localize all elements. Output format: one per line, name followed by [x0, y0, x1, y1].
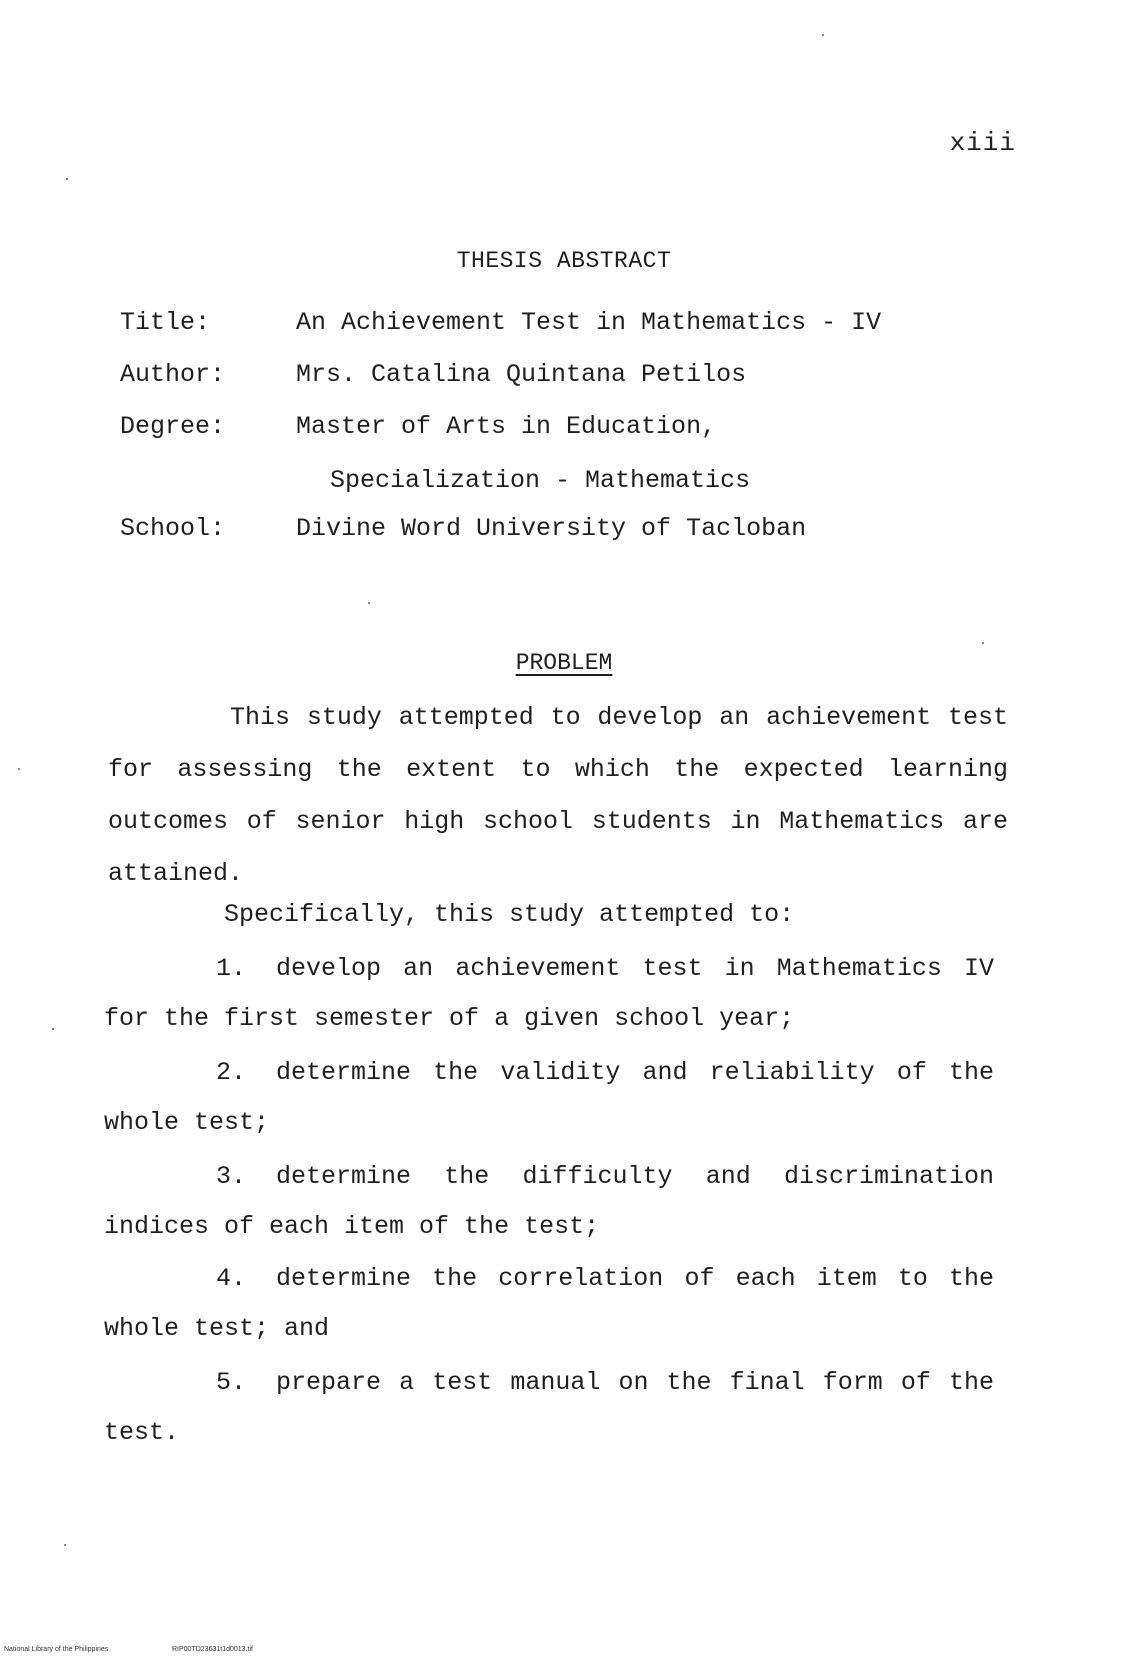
title-value: An Achievement Test in Mathematics - IV — [296, 308, 882, 337]
footer-library-credit: National Library of the Philippines — [4, 1646, 109, 1653]
scan-speck — [982, 642, 984, 644]
school-value: Divine Word University of Tacloban — [296, 514, 807, 543]
problem-intro: Specifically, this study attempted to: — [224, 900, 795, 929]
list-item — [104, 1048, 994, 1148]
list-item-text: prepare a test manual on the final form of the test. — [104, 1368, 994, 1447]
list-item-number: 1. — [216, 954, 247, 983]
problem-title: PROBLEM — [515, 650, 613, 676]
scan-speck — [368, 602, 370, 604]
list-item-text: determine the validity and reliability of the whole test; — [104, 1058, 994, 1137]
list-item-number: 4. — [216, 1264, 247, 1293]
document-heading: THESIS ABSTRACT — [456, 248, 672, 274]
scan-speck — [822, 34, 824, 36]
list-item-number: 3. — [216, 1162, 247, 1191]
problem-paragraph: This study attempted to develop an achievement test for assessing the extent to which the expected learning outcomes of senior high school students in Mathematics are attained. — [108, 703, 1008, 888]
footer-file-id: RIP00TD23631t1d0013.tif — [172, 1646, 253, 1653]
school-label: School: — [120, 514, 226, 543]
list-item-text: determine the difficulty and discrimination indices of each item of the test; — [104, 1162, 994, 1241]
list-item — [104, 1152, 994, 1252]
author-value: Mrs. Catalina Quintana Petilos — [296, 360, 747, 389]
scan-speck — [18, 768, 20, 770]
section-title-problem — [0, 650, 1128, 676]
list-item — [104, 1358, 994, 1458]
scan-speck — [64, 1544, 66, 1546]
degree-label: Degree: — [120, 412, 226, 441]
list-item-text: determine the correlation of each item to the whole test; and — [104, 1264, 994, 1343]
list-item-number: 5. — [216, 1368, 247, 1397]
list-item-number: 2. — [216, 1058, 247, 1087]
author-label: Author: — [120, 360, 226, 389]
degree-specialization: Specialization - Mathematics — [330, 466, 751, 495]
list-item — [104, 944, 994, 1044]
degree-value: Master of Arts in Education, — [296, 412, 717, 441]
scan-speck — [66, 178, 68, 180]
list-item — [104, 1254, 994, 1354]
title-label: Title: — [120, 308, 211, 337]
list-item-text: develop an achievement test in Mathematics IV for the first semester of a given school year; — [104, 954, 994, 1033]
page-number: xiii — [949, 128, 1016, 158]
scan-speck — [52, 1028, 54, 1030]
